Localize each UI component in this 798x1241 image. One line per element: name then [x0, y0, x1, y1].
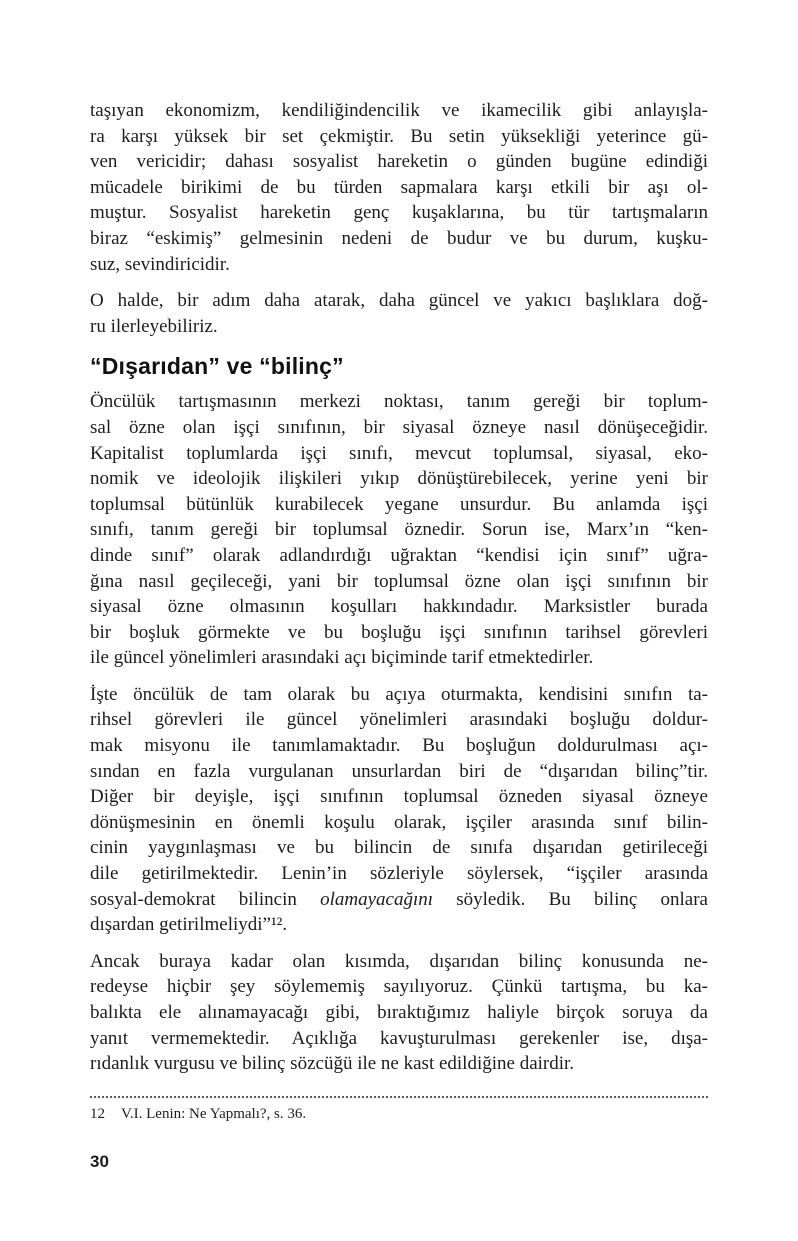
paragraph: [90, 98, 708, 277]
text-line: ile güncel yönelimleri arasındaki açı biçiminde tarif etmektedirler.: [90, 647, 594, 669]
page-number: 30: [90, 1152, 109, 1171]
text-line: toplumsal bütünlük kurabilecek yegane unsurdur. Bu anlamda işçi: [90, 493, 708, 515]
text-line: bir boşluk görmekte ve bu boşluğu işçi sınıfının tarihsel görevleri: [90, 621, 708, 643]
text-line: siyasal özne olmasının koşulları hakkındadır. Marksistler burada: [90, 596, 708, 618]
footnote-number: 12: [90, 1106, 105, 1122]
footnote-area: [90, 1096, 708, 1124]
text-line: dönüşmesinin en önemli koşulu olarak, işçiler arasında sınıf bilin-: [90, 811, 708, 833]
text-line: O halde, bir adım daha atarak, daha güncel ve yakıcı başlıklara doğ-: [90, 290, 708, 312]
paragraph: [90, 288, 708, 339]
text-line: ra karşı yüksek bir set çekmiştir. Bu setin yüksekliği yeterince gü-: [90, 125, 708, 147]
text-line: ru ilerleyebiliriz.: [90, 315, 218, 337]
text-line: mak misyonu ile tanımlamaktadır. Bu boşluğun doldurulması açı-: [90, 735, 708, 757]
text-line: sından en fazla vurgulanan unsurlardan biri de “dışarıdan bilinç”tir.: [90, 760, 708, 782]
footnote: [90, 1098, 708, 1124]
text-line: balıkta ele alınamayacağı gibi, bıraktığımız haliyle birçok soruya da: [90, 1002, 708, 1023]
text-line: taşıyan ekonomizm, kendiliğindencilik ve ikamecilik gibi anlayışla-: [90, 100, 708, 121]
paragraph: [90, 682, 708, 938]
paragraph: [90, 389, 708, 671]
text-line: dışardan getirilmeliydi”¹².: [90, 914, 288, 936]
text-line: redeyse hiçbir şey söylememiş sayılıyoruz. Çünkü tartışma, bu ka-: [90, 976, 708, 998]
text-line: Kapitalist toplumlarda işçi sınıfı, mevcut toplumsal, siyasal, eko-: [90, 442, 708, 464]
text-line: yanıt vermemektedir. Açıklığa kavuşturulması gerekenler ise, dışa-: [90, 1027, 708, 1049]
text-line: dile getirilmektedir. Lenin’in sözleriyle söylersek, “işçiler arasında: [90, 863, 708, 885]
text-line: Ancak buraya kadar olan kısımda, dışarıdan bilinç konusunda ne-: [90, 950, 708, 972]
text-line: ven vericidir; dahası sosyalist hareketin o günden bugüne edindiği: [90, 151, 708, 173]
text-line: mücadele birikimi de bu türden sapmalara karşı etkili bir aşı ol-: [90, 176, 708, 198]
text-line: İşte öncülük de tam olarak bu açıya oturmakta, kendisini sınıfın ta-: [90, 683, 708, 705]
text-line: dinde sınıf” olarak adlandırdığı uğraktan “kendisi için sınıf” uğra-: [90, 544, 708, 566]
text-line: rıdanlık vurgusu ve bilinç sözcüğü ile ne kast edildiğine dairdir.: [90, 1053, 575, 1075]
text-line: biraz “eskimiş” gelmesinin nedeni de budur ve bu durum, kuşku-: [90, 227, 708, 249]
text-line: Öncülük tartışmasının merkezi noktası, tanım gereği bir toplum-: [90, 391, 708, 413]
text-line: suz, sevindiricidir.: [90, 253, 230, 275]
text-line: nomik ve ideolojik ilişkileri yıkıp dönüştürebilecek, yerine yeni bir: [90, 468, 708, 490]
section-heading: “Dışarıdan” ve “bilinç”: [90, 353, 344, 380]
page-content: [90, 98, 708, 1077]
text-line: cinin yaygınlaşması ve bu bilincin de sınıfa dışarıdan getirileceği: [90, 837, 708, 859]
text-line: rihsel görevleri ile güncel yönelimleri arasındaki boşluğu doldur-: [90, 709, 708, 731]
text-line: Diğer bir deyişle, işçi sınıfının toplumsal özneden siyasal özneye: [90, 786, 708, 808]
paragraph: [90, 949, 708, 1077]
text-line: sınıfı, tanım gereği bir toplumsal öznedir. Sorun ise, Marx’ın “ken-: [90, 519, 708, 541]
text-line: ğına nasıl geçileceği, yani bir toplumsal özne olan işçi sınıfının bir: [90, 570, 708, 592]
text-line: muştur. Sosyalist hareketin genç kuşaklarına, bu tür tartışmaların: [90, 202, 708, 224]
footnote-text: V.I. Lenin: Ne Yapmalı?, s. 36.: [121, 1106, 307, 1122]
text-line: sal özne olan işçi sınıfının, bir siyasal özneye nasıl dönüşeceğidir.: [90, 416, 708, 438]
text-line: sosyal-demokrat bilincin olamayacağını söyledik. Bu bilinç onlara: [90, 888, 708, 910]
